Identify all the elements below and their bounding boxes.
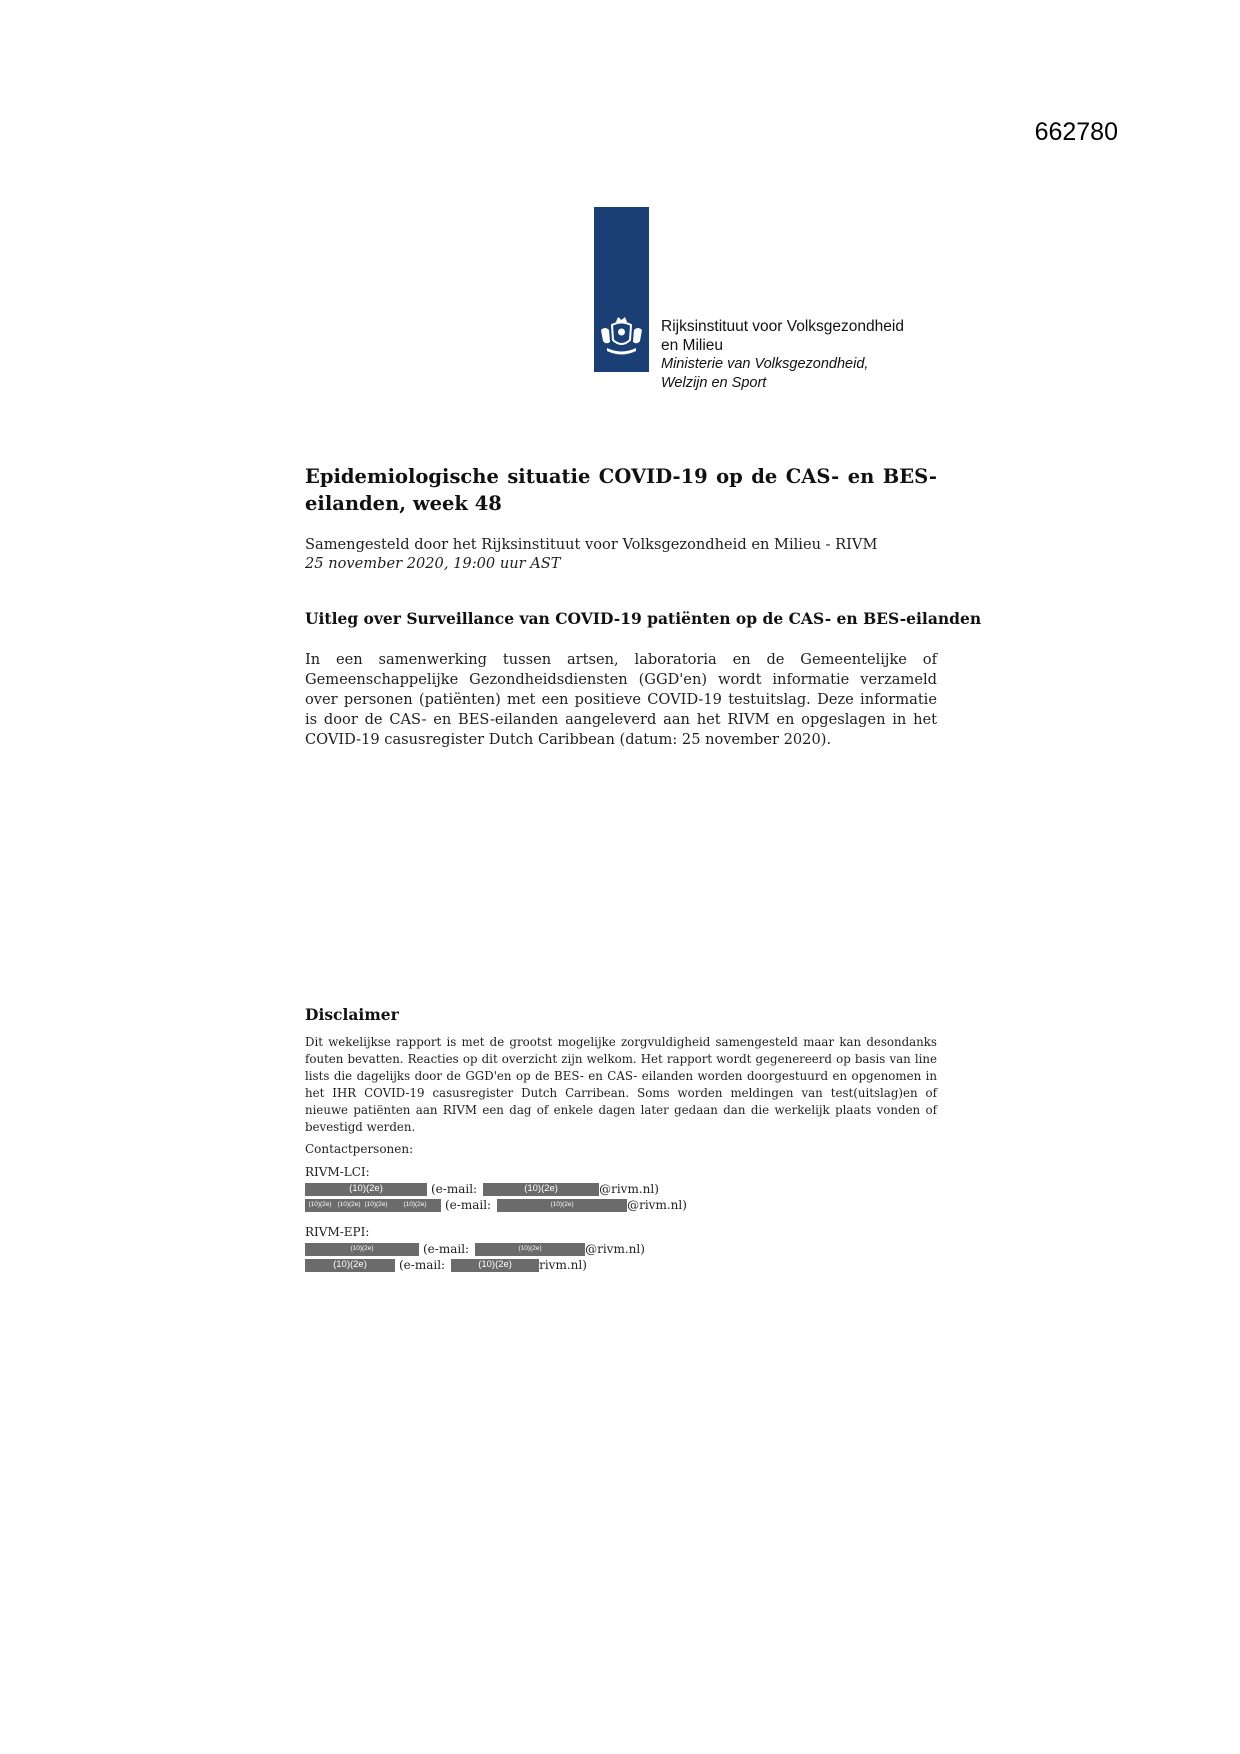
royal-crest-icon [597, 314, 646, 360]
section-heading: Uitleg over Surveillance van COVID-19 patiënten op de CAS- en BES-eilanden [305, 609, 982, 628]
redacted-email: (10)(2e) [483, 1183, 599, 1196]
contact-line [305, 1257, 645, 1273]
email-suffix: rivm.nl) [539, 1258, 587, 1272]
logo-institute-line-2: en Milieu [661, 336, 724, 354]
contact-line [305, 1197, 687, 1213]
redacted-name: (10)(2e) [305, 1199, 335, 1212]
email-prefix: (e-mail: [423, 1242, 470, 1256]
contacts-label: Contactpersonen: [305, 1142, 414, 1156]
section-paragraph: In een samenwerking tussen artsen, laboratoria en de Gemeentelijke of Gemeenschappelijke Gezondheidsdiensten (GGD'en) wordt informatie verzameld over personen (patiënten) met een positieve COVID-19 testuitslag. Deze informatie is door de CAS- en BES-eilanden aangeleverd aan het RIVM en opgeslagen in het COVID-19 casusregister Dutch Caribbean (datum: 25 november 2020). [305, 651, 937, 748]
email-prefix: (e-mail: [399, 1258, 446, 1272]
logo-ministry-line-1: Ministerie van Volksgezondheid, [661, 356, 869, 372]
redacted-name: (10)(2e) [335, 1199, 363, 1212]
logo-wordmark [661, 318, 904, 392]
redacted-name: (10)(2e) [363, 1199, 389, 1212]
contact-line [305, 1181, 687, 1197]
email-suffix: @rivm.nl) [627, 1198, 687, 1212]
email-prefix: (e-mail: [445, 1198, 492, 1212]
disclaimer-text: Dit wekelijkse rapport is met de grootst mogelijke zorgvuldigheid samengesteld maar kan desondanks fouten bevatten. Reacties op dit overzicht zijn welkom. Het rapport wordt gegenereerd op basis van line lists die dagelijks door de GGD'en op de BES- en CAS- eilanden worden doorgestuurd en opgenomen in het IHR COVID-19 casusregister Dutch Carribean. Soms worden meldingen van test(uitslag)en of nieuwe patiënten aan RIVM een dag of enkele dagen later gedaan dan die werkelijk plaats vonden of bevestigd werden. [305, 1035, 937, 1134]
document-title: Epidemiologische situatie COVID-19 op de CAS- en BES-eilanden, week 48 [305, 465, 937, 515]
redacted-email: (10)(2e) [475, 1243, 585, 1256]
contact-group-lci [305, 1164, 687, 1213]
redacted-name: (10)(2e) [305, 1183, 427, 1196]
byline-date: 25 november 2020, 19:00 uur AST [305, 555, 561, 572]
logo-institute-line-1: Rijksinstituut voor Volksgezondheid [661, 318, 904, 335]
redacted-name: (10)(2e) [305, 1259, 395, 1272]
byline-author: Samengesteld door het Rijksinstituut voor Volksgezondheid en Milieu - RIVM [305, 536, 878, 553]
email-prefix: (e-mail: [431, 1182, 478, 1196]
contact-line [305, 1241, 645, 1257]
byline [305, 535, 945, 573]
redacted-email: (10)(2e) [497, 1199, 627, 1212]
redacted-name: (10)(2e) [389, 1199, 441, 1212]
disclaimer-heading: Disclaimer [305, 1005, 399, 1024]
contact-group-label: RIVM-LCI: [305, 1165, 370, 1179]
contact-group-label: RIVM-EPI: [305, 1225, 370, 1239]
redacted-name: (10)(2e) [305, 1243, 419, 1256]
logo-ministry-line-2: Welzijn en Sport [661, 374, 767, 391]
email-suffix: @rivm.nl) [585, 1242, 645, 1256]
contact-group-epi [305, 1224, 645, 1273]
redacted-email: (10)(2e) [451, 1259, 539, 1272]
email-suffix: @rivm.nl) [599, 1182, 659, 1196]
page-number: 662780 [1034, 118, 1118, 146]
rijksoverheid-logo-bar [594, 207, 649, 372]
